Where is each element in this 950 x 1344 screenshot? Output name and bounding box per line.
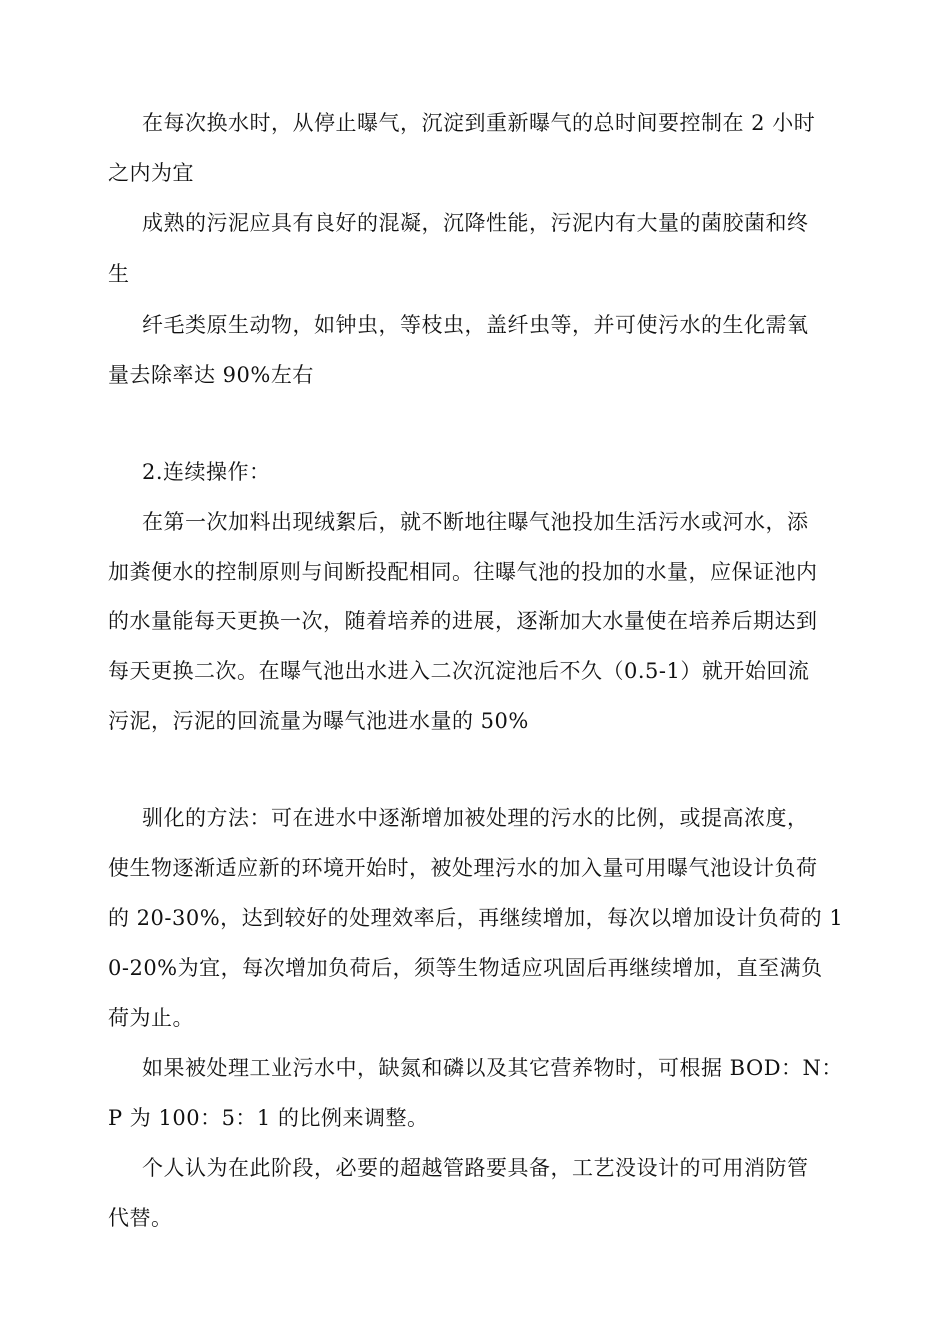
section-heading: 2.连续操作： — [142, 460, 271, 484]
paragraph-5-line-3: 的水量能每天更换一次，随着培养的进展，逐渐加大水量使在培养后期达到 — [108, 609, 818, 633]
paragraph-2-line-1: 成熟的污泥应具有良好的混凝，沉降性能，污泥内有大量的菌胶菌和终 — [142, 211, 809, 235]
paragraph-6-line-2: 使生物逐渐适应新的环境开始时，被处理污水的加入量可用曝气池设计负荷 — [108, 856, 818, 880]
paragraph-6-line-3: 的 20-30%，达到较好的处理效率后，再继续增加，每次以增加设计负荷的 1 — [108, 906, 844, 930]
paragraph-7-line-2: P 为 100：5：1 的比例来调整。 — [108, 1106, 429, 1130]
paragraph-7-line-1: 如果被处理工业污水中，缺氮和磷以及其它营养物时，可根据 BOD：N： — [142, 1056, 843, 1080]
paragraph-1-line-2: 之内为宜 — [108, 161, 194, 185]
paragraph-2-line-2: 生 — [108, 262, 130, 286]
paragraph-6-line-1: 驯化的方法：可在进水中逐渐增加被处理的污水的比例，或提高浓度， — [142, 806, 809, 830]
paragraph-6-line-4: 0-20%为宜，每次增加负荷后，须等生物适应巩固后再继续增加，直至满负 — [108, 956, 823, 980]
paragraph-6-line-5: 荷为止。 — [108, 1006, 194, 1030]
paragraph-1-line-1: 在每次换水时，从停止曝气，沉淀到重新曝气的总时间要控制在 2 小时 — [142, 111, 816, 135]
paragraph-5-line-4: 每天更换二次。在曝气池出水进入二次沉淀池后不久（0.5-1）就开始回流 — [108, 659, 810, 683]
paragraph-8-line-2: 代替。 — [108, 1206, 173, 1230]
paragraph-5-line-5: 污泥，污泥的回流量为曝气池进水量的 50% — [108, 709, 529, 733]
paragraph-3-line-1: 纤毛类原生动物，如钟虫，等枝虫，盖纤虫等，并可使污水的生化需氧 — [142, 313, 809, 337]
paragraph-5-line-2: 加粪便水的控制原则与间断投配相同。往曝气池的投加的水量，应保证池内 — [108, 560, 818, 584]
paragraph-3-line-2: 量去除率达 90%左右 — [108, 363, 314, 387]
paragraph-8-line-1: 个人认为在此阶段，必要的超越管路要具备，工艺没设计的可用消防管 — [142, 1156, 809, 1180]
paragraph-5-line-1: 在第一次加料出现绒絮后，就不断地往曝气池投加生活污水或河水，添 — [142, 510, 809, 534]
